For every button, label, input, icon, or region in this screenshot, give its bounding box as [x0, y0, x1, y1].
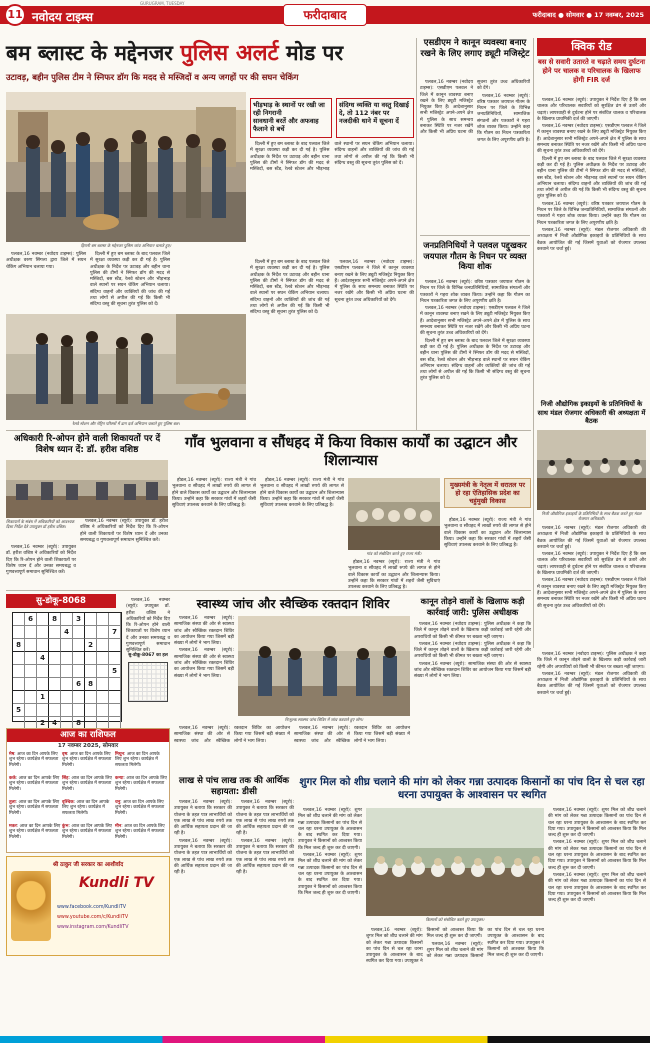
health-camp-image	[238, 616, 410, 716]
horoscope-sign-name: कुंभ	[62, 824, 69, 829]
sugar-body-right	[548, 808, 646, 1030]
horoscope-sign-name: मेष	[9, 752, 15, 757]
sugar-body-right-text-3: पलवल,16 नवम्बर (ब्यूरो): शुगर मिल को शीघ्र चलाने की मांग को लेकर गन्ना उत्पादक किसानों का पांच दिन से चल रहा धरना उपायुक्त के आश्वासन के बाद स्थगित कर दिया गया। उपायुक्त ने किसानों को आश्वस्त किया कि मिल जल्द ही शुरू कर दी जाएगी।	[548, 872, 646, 904]
sdm-body-text-2: पलवल,16 नवम्बर (ब्यूरो): वरिष्ठ पत्रकार जयपाल गौतम के निधन पर जिले के विभिन्न जनप्रतिनिधियों, सामाजिक संगठनों और पत्रकारों ने गहरा शोक व्यक्त किया। उन्होंने कहा कि गौतम का निधन पत्रकारिता जगत के लिए अपूरणीय क्षति है।	[477, 93, 530, 143]
quick-read-body-text-3: दिल्ली में हुए बम ब्लास्ट के बाद पलवल जिले में सुरक्षा व्यवस्था कड़ी कर दी गई है। पुलिस अधीक्षक के निर्देश पर उटावड़ और बहीन थाना पुलिस की टीमों ने स्निफर डॉग की मदद से मस्जिदों, बस स्टैंड, रेलवे स्टेशन और भीड़भाड़ वाले स्थानों पर सघन चेकिंग अभियान चलाया। संदिग्ध वाहनों और व्यक्तियों की जांच की गई तथा लोगों से अपील की गई कि किसी भी संदिग्ध वस्तु की सूचना तुरंत पुलिस को दें।	[537, 156, 646, 200]
horoscope-sign: कुंभ: आज का दिन आपके लिए शुभ रहेगा। कार्यक्षेत्र में सफलता मिलेगी।	[62, 824, 112, 840]
horoscope-sign-text: आज का दिन आपके लिए शुभ रहेगा। कार्यक्षेत्र में सफलता मिलेगी।	[115, 776, 167, 792]
sugar-body-left	[298, 808, 362, 1030]
lead-photo-police-checking	[6, 92, 246, 242]
sugar-headline: शुगर मिल को शीघ्र चलाने की मांग को लेकर गन्ना उत्पादक किसानों का पांच दिन से चल रहा धरना उपायुक्त के आश्वासन पर स्थगित	[299, 776, 645, 801]
horoscope-sign-text: आज का दिन आपके लिए शुभ रहेगा। कार्यक्षेत्र में सफलता मिलेगी।	[9, 824, 61, 840]
horoscope-sign: मीन: आज का दिन आपके लिए शुभ रहेगा। कार्यक्षेत्र में सफलता मिलेगी।	[115, 824, 165, 840]
sudoku-cell	[25, 626, 37, 639]
horoscope-sign-text: आज का दिन आपके लिए शुभ रहेगा। कार्यक्षेत्र में सफलता मिलेगी।	[9, 776, 60, 792]
sudoku-cell: 4	[61, 626, 73, 639]
lead-box-1	[250, 98, 332, 138]
sudoku-cell: 8	[73, 717, 85, 730]
sudoku-cell: 2	[37, 717, 49, 730]
lead-body-text: दिल्ली में हुए बम ब्लास्ट के बाद पलवल जिले में सुरक्षा व्यवस्था कड़ी कर दी गई है। पुलिस अधीक्षक के निर्देश पर उटावड़ और बहीन थाना पुलिस की टीमों ने स्निफर डॉग की मदद से मस्जिदों, बस स्टैंड, रेलवे स्टेशन और भीड़भाड़ वाले स्थानों पर सघन चेकिंग अभियान चलाया। संदिग्ध वाहनों और व्यक्तियों की जांच की गई तथा लोगों से अपील की गई कि किसी भी संदिग्ध वस्तु की सूचना तुरंत पुलिस को दें।	[250, 142, 414, 173]
health-body-left	[174, 616, 234, 724]
sudoku-cell	[85, 704, 97, 717]
janpratinidhi-body	[420, 280, 530, 428]
lead-headline-part1: बम ब्लास्ट के मद्देनजर	[6, 40, 173, 65]
sudoku-cell	[25, 691, 37, 704]
officer-photo	[6, 460, 168, 518]
sudoku-cell	[37, 665, 49, 678]
sudoku-cell	[49, 691, 61, 704]
section-tab: फरीदाबाद	[283, 4, 367, 26]
loan-body-text-2: पलवल,16 नवम्बर (ब्यूरो): उपायुक्त ने बताया कि सरकार की योजना के तहत पात्र लाभार्थियों को एक लाख से पांच लाख रुपये तक की आर्थिक सहायता प्रदान की जा रही है।	[174, 838, 232, 876]
horoscope-sign-name: सिंह	[62, 776, 69, 781]
sudoku-answer-label: सु-डोकू-8067 का हल	[128, 653, 168, 658]
lead-byline-col	[6, 252, 86, 312]
sudoku-cell	[25, 665, 37, 678]
horoscope-sign-name: वृष	[62, 752, 67, 757]
lead-body-lower	[250, 260, 414, 425]
divider-quickread	[533, 38, 534, 648]
sudoku-cell	[109, 678, 121, 691]
dateline: फरीदाबाद ● सोमवार ● 17 नवम्बर, 2025	[532, 11, 644, 19]
sudoku-cell	[61, 652, 73, 665]
quick-read-sub-headline: निजी औद्योगिक इकाइयों के प्रतिनिधियों के साथ मंडल रोजगार अधिकारी की अध्यक्षता में बैठक	[537, 400, 646, 425]
sudoku-cell	[97, 626, 109, 639]
sudoku-cell	[49, 652, 61, 665]
police-group-image	[6, 92, 246, 242]
sudoku-cell	[25, 704, 37, 717]
janpratinidhi-body-text-2: पलवल,16 नवम्बर (नवोदय टाइम्स): एसडीएम पलवल ने जिले में कानून व्यवस्था बनाए रखने के लिए ड्यूटी मजिस्ट्रेट नियुक्त किए हैं। आदेशानुसार सभी मजिस्ट्रेट अपने-अपने क्षेत्र में पुलिस के साथ समन्वय बनाकर स्थिति पर नजर रखेंगे और किसी भी अप्रिय घटना की सूचना तुरंत उच्च अधिकारियों को देंगे।	[420, 306, 530, 337]
sudoku-cell	[73, 665, 85, 678]
sudoku-cell	[61, 678, 73, 691]
sudoku-cell: 6	[73, 678, 85, 691]
quick-read-body2-text: पलवल,16 नवम्बर (ब्यूरो): मंडल रोजगार अधिकारी की अध्यक्षता में निजी औद्योगिक इकाइयों के प्रतिनिधियों के साथ बैठक आयोजित की गई जिसमें युवाओं को रोजगार उपलब्ध करवाने पर चर्चा हुई।	[537, 526, 646, 550]
lead-box-1-sub: सावधानी बरतें और अफवाह फैलाने से बचें	[253, 117, 319, 133]
lead-headline-part3: मोड पर	[285, 40, 344, 65]
health-body-left-text: पलवल,16 नवम्बर (ब्यूरो): सामाजिक संस्था की ओर से स्वास्थ्य जांच और स्वैच्छिक रक्तदान शिविर का आयोजन किया गया जिसमें बड़ी संख्या में लोगों ने भाग लिया।	[174, 616, 234, 647]
sudoku-cell	[97, 613, 109, 626]
officer-body	[80, 519, 168, 587]
janpratinidhi-headline: जनप्रतिनिधियों ने पलवल पद्दुखकर जयपाल गौतम के निधन पर व्यक्त किया शोक	[423, 240, 527, 271]
horoscope-sign-text: आज का दिन आपके लिए शुभ रहेगा। कार्यक्षेत्र में सफलता मिलेगी।	[62, 824, 112, 840]
sudoku-cell	[85, 613, 97, 626]
health-body-bottom	[174, 726, 410, 774]
horoscope-sign-text: आज का दिन आपके लिए शुभ रहेगा। कार्यक्षेत्र में सफलता मिलेगी।	[115, 824, 165, 840]
sudoku-cell: 1	[37, 691, 49, 704]
sudoku-cell	[73, 704, 85, 717]
village-caption: गांव को संबोधित करते हुए राज्य मंत्री।	[366, 551, 422, 556]
sudoku-grid	[12, 612, 122, 727]
horoscope-sign-text: आज का दिन आपके लिए शुभ रहेगा। कार्यक्षेत्र में सफलता मिलेगी।	[62, 776, 112, 792]
quick-read-body2-text-2: पलवल,16 नवम्बर (ब्यूरो): उपायुक्त ने निर्देश दिए हैं कि बस चालक और परिचालक सवारियों को सुरक्षित ढंग से उतारें और चढ़ाएं। लापरवाही से दुर्घटना होने पर संबंधित चालक व परिचालक के खिलाफ प्राथमिकी दर्ज की जाएगी।	[537, 552, 646, 577]
sdm-body	[420, 80, 530, 230]
village-event-image	[348, 478, 440, 550]
divider-mid	[6, 430, 531, 431]
sudoku-cell	[37, 704, 49, 717]
sugar-body-bottom-text: पलवल,16 नवम्बर (ब्यूरो): शुगर मिल को शीघ्र चलाने की मांग को लेकर गन्ना उत्पादक किसानों का पांच दिन से चल रहा धरना उपायुक्त के आश्वासन के बाद स्थगित कर दिया गया। उपायुक्त ने किसानों को आश्वस्त किया कि मिल जल्द ही शुरू कर दी जाएगी।	[366, 928, 484, 965]
loan-body-text-3: पलवल,16 नवम्बर (ब्यूरो): उपायुक्त ने बताया कि सरकार की योजना के तहत पात्र लाभार्थियों को एक लाख से पांच लाख रुपये तक की आर्थिक सहायता प्रदान की जा रही है।	[236, 800, 294, 837]
sugar-body-right-text: पलवल,16 नवम्बर (ब्यूरो): शुगर मिल को शीघ्र चलाने की मांग को लेकर गन्ना उत्पादक किसानों का पांच दिन से चल रहा धरना उपायुक्त के आश्वासन के बाद स्थगित कर दिया गया। उपायुक्त ने किसानों को आश्वस्त किया कि मिल जल्द ही शुरू कर दी जाएगी।	[548, 808, 646, 839]
sudoku-cell	[109, 639, 121, 652]
health-body-bottom-text: पलवल,16 नवम्बर (ब्यूरो): सामाजिक संस्था की ओर से स्वास्थ्य जांच और स्वैच्छिक रक्तदान शिविर का आयोजन किया गया जिसमें बड़ी संख्या में लोगों ने भाग लिया।	[174, 726, 290, 744]
horoscope-sign: मिथुन: आज का दिन आपके लिए शुभ रहेगा। कार्यक्षेत्र में सफलता मिलेगी।	[115, 752, 160, 768]
sudoku-cell	[49, 626, 61, 639]
quick-read-photo	[537, 430, 646, 510]
health-headline: स्वास्थ्य जांच और स्वैच्छिक रक्तदान शिविर	[196, 596, 390, 611]
sudoku-cell	[61, 691, 73, 704]
officer-body-text: पलवल,16 नवम्बर (ब्यूरो): उपायुक्त डॉ. हरीश वशिष्ठ ने अधिकारियों को निर्देश दिए कि रि-ओपन होने वाली शिकायतों पर विशेष ध्यान दें और उनका समयबद्ध व गुणवत्तापूर्ण समाधान सुनिश्चित करें।	[80, 519, 168, 543]
village-inset	[444, 478, 531, 508]
health-photo	[238, 616, 410, 716]
sudoku-cell	[25, 639, 37, 652]
horoscope-box	[6, 728, 170, 853]
quick-read-body-text-4: पलवल,16 नवम्बर (ब्यूरो): वरिष्ठ पत्रकार जयपाल गौतम के निधन पर जिले के विभिन्न जनप्रतिनिधियों, सामाजिक संगठनों और पत्रकारों ने गहरा शोक व्यक्त किया। उन्होंने कहा कि गौतम का निधन पत्रकारिता जगत के लिए अपूरणीय क्षति है।	[537, 201, 646, 226]
lead-headline	[6, 38, 414, 68]
bottom-color-bar	[0, 1036, 650, 1043]
sudoku-cell	[109, 691, 121, 704]
masthead	[0, 0, 650, 36]
lead-byline: पलवल,16 नवम्बर (नवोदय टाइम्स): पुलिस अधीक्षक वरुण सिंगला द्वारा जिले में सघन चेकिंग अभियान चलाया गया।	[6, 252, 86, 270]
horoscope-sign-name: तुला	[9, 800, 16, 805]
ad-link-youtube[interactable]: www.youtube.com/c/KundliTV	[57, 915, 129, 920]
sudoku-cell: 2	[85, 639, 97, 652]
sudoku-cell	[97, 652, 109, 665]
officer-meeting-image	[6, 460, 168, 518]
sudoku-cell	[37, 613, 49, 626]
sugar-body-left-text: पलवल,16 नवम्बर (ब्यूरो): शुगर मिल को शीघ्र चलाने की मांग को लेकर गन्ना उत्पादक किसानों का पांच दिन से चल रहा धरना उपायुक्त के आश्वासन के बाद स्थगित कर दिया गया। उपायुक्त ने किसानों को आश्वस्त किया कि मिल जल्द ही शुरू कर दी जाएगी।	[298, 808, 362, 851]
sudoku-cell	[13, 613, 25, 626]
sudoku-cell	[73, 652, 85, 665]
sudoku-cell	[61, 639, 73, 652]
horoscope-title: आज का राशिफल	[7, 729, 169, 742]
sudoku-cell	[109, 613, 121, 626]
sudoku-cell: 4	[49, 717, 61, 730]
sudoku-cell	[73, 626, 85, 639]
top-tag: GURUGRAM, TUESDAY	[140, 1, 185, 6]
quick-read-body2-text-3: पलवल,16 नवम्बर (नवोदय टाइम्स): एसडीएम पलवल ने जिले में कानून व्यवस्था बनाए रखने के लिए ड्यूटी मजिस्ट्रेट नियुक्त किए हैं। आदेशानुसार सभी मजिस्ट्रेट अपने-अपने क्षेत्र में पुलिस के साथ समन्वय बनाकर स्थिति पर नजर रखेंगे और किसी भी अप्रिय घटना की सूचना तुरंत उच्च अधिकारियों को देंगे।	[537, 578, 646, 609]
lead-box-2-sub: नजदीकी थाने में सूचना दें	[339, 117, 399, 125]
health-body-bottom-text-2: पलवल,16 नवम्बर (ब्यूरो): सामाजिक संस्था की ओर से स्वास्थ्य जांच और स्वैच्छिक रक्तदान शिविर का आयोजन किया गया जिसमें बड़ी संख्या में लोगों ने भाग लिया।	[294, 726, 410, 744]
sudoku-cell	[109, 704, 121, 717]
sugar-body-left-text-2: पलवल,16 नवम्बर (ब्यूरो): शुगर मिल को शीघ्र चलाने की मांग को लेकर गन्ना उत्पादक किसानों का पांच दिन से चल रहा धरना उपायुक्त के आश्वासन के बाद स्थगित कर दिया गया। उपायुक्त ने किसानों को आश्वस्त किया कि मिल जल्द ही शुरू कर दी जाएगी।	[298, 853, 362, 896]
sudoku-cell	[85, 665, 97, 678]
lead-body-lower-text-2: पलवल,16 नवम्बर (नवोदय टाइम्स): एसडीएम पलवल ने जिले में कानून व्यवस्था बनाए रखने के लिए ड्यूटी मजिस्ट्रेट नियुक्त किए हैं। आदेशानुसार सभी मजिस्ट्रेट अपने-अपने क्षेत्र में पुलिस के साथ समन्वय बनाकर स्थिति पर नजर रखेंगे और किसी भी अप्रिय घटना की सूचना तुरंत उच्च अधिकारियों को देंगे।	[334, 260, 414, 303]
officer-caption: शिकायतों के संबंध में अधिकारियों को आवश्यक दिशा निर्देश देते उपायुक्त डॉ हरीश वशिष्ठ।	[6, 519, 75, 529]
lead-box-2-title: संदिग्ध व्यक्ति या वस्तु दिखाई दे, तो 112 नंबर पर	[339, 101, 409, 117]
sudoku-cell	[13, 626, 25, 639]
quick-read-body-text-5: पलवल,16 नवम्बर (ब्यूरो): मंडल रोजगार अधिकारी की अध्यक्षता में निजी औद्योगिक इकाइयों के प्रतिनिधियों के साथ बैठक आयोजित की गई जिसमें युवाओं को रोजगार उपलब्ध करवाने पर चर्चा हुई।	[537, 227, 646, 252]
lead-caption-2: रेलवे स्टेशन और मेट्रिन परिसरों में डाग दर्ज अभियान चलाते हुए पुलिस बल।	[72, 421, 180, 426]
lead-photo-railway	[6, 314, 246, 420]
ad-link-instagram[interactable]: www.instagram.com/KundliTV	[57, 925, 129, 930]
sudoku-cell	[13, 665, 25, 678]
sudoku-cell	[25, 678, 37, 691]
law-body-right	[537, 652, 646, 732]
sudoku-cell	[97, 639, 109, 652]
sudoku-cell	[97, 691, 109, 704]
ad-link-facebook[interactable]: www.facebook.com/KundliTV	[57, 905, 127, 910]
sdm-headline: एसडीएम ने कानून व्यवस्था बनाए रखने के लिए लगाए ड्यूटी मजिस्ट्रेट	[420, 38, 530, 59]
sudoku-cell	[25, 652, 37, 665]
quick-read-body-2	[537, 526, 646, 648]
lead-subheadline: उटावड़, बहीन पुलिस टीम ने स्निफर डॉग कि मदद से मस्जिदों व अन्य जगहों पर की सघन चेकिंग	[6, 72, 299, 82]
village-body-text: होडल,16 नवम्बर (ब्यूरो): राज्य मंत्री ने गांव भुलवाना व सौंधहद में लाखों रुपये की लागत से होने वाले विकास कार्यों का उद्घाटन और शिलान्यास किया। उन्होंने कहा कि सरकार गांवों में शहरों जैसी सुविधाएं उपलब्ध करवाने के लिए प्रतिबद्ध है।	[172, 478, 256, 509]
horoscope-sign: कर्क: आज का दिन आपके लिए शुभ रहेगा। कार्यक्षेत्र में सफलता मिलेगी।	[9, 776, 60, 792]
meeting-image	[537, 430, 646, 510]
horoscope-grid	[7, 750, 169, 849]
law-headline: कानून तोड़ने वालों के खिलाफ कड़ी कार्रवाई जारी: पुलिस अधीक्षक	[420, 596, 525, 617]
sudoku-cell	[13, 691, 25, 704]
horoscope-sign: वृष: आज का दिन आपके लिए शुभ रहेगा। कार्यक्षेत्र में सफलता मिलेगी।	[62, 752, 112, 768]
horoscope-sign-text: आज का दिन आपके लिए शुभ रहेगा। कार्यक्षेत्र में सफलता मिलेगी।	[62, 800, 110, 816]
sudoku-header: सु-डोकू-8068	[6, 594, 116, 608]
sudoku-cell	[97, 704, 109, 717]
sudoku-cell	[61, 665, 73, 678]
law-body-text-2: पलवल,16 नवम्बर (नवोदय टाइम्स): पुलिस अधीक्षक ने कहा कि जिले में कानून तोड़ने वालों के खिलाफ कड़ी कार्रवाई जारी रहेगी और अपराधियों को किसी भी कीमत पर बख्शा नहीं जाएगा।	[414, 641, 531, 660]
quick-read-body-text-2: पलवल,16 नवम्बर (नवोदय टाइम्स): एसडीएम पलवल ने जिले में कानून व्यवस्था बनाए रखने के लिए ड्यूटी मजिस्ट्रेट नियुक्त किए हैं। आदेशानुसार सभी मजिस्ट्रेट अपने-अपने क्षेत्र में पुलिस के साथ समन्वय बनाकर स्थिति पर नजर रखेंगे और किसी भी अप्रिय घटना की सूचना तुरंत उच्च अधिकारियों को देंगे।	[537, 124, 646, 155]
horoscope-sign-name: वृश्चिक	[62, 800, 74, 805]
law-body-text: पलवल,16 नवम्बर (नवोदय टाइम्स): पुलिस अधीक्षक ने कहा कि जिले में कानून तोड़ने वालों के खिलाफ कड़ी कार्रवाई जारी रहेगी और अपराधियों को किसी भी कीमत पर बख्शा नहीं जाएगा।	[414, 622, 531, 640]
sudoku-cell	[85, 691, 97, 704]
sudoku-instructions-text: पलवल,16 नवम्बर (ब्यूरो): उपायुक्त डॉ. हरीश वशिष्ठ ने अधिकारियों को निर्देश दिए कि रि-ओपन होने वाली शिकायतों पर विशेष ध्यान दें और उनका समयबद्ध व गुणवत्तापूर्ण समाधान सुनिश्चित करें।	[126, 598, 170, 654]
horoscope-sign-name: कन्या	[115, 776, 124, 781]
sudoku-cell	[37, 639, 49, 652]
sudoku-cell	[85, 626, 97, 639]
sudoku-cell: 8	[85, 678, 97, 691]
law-body-text-3: पलवल,16 नवम्बर (ब्यूरो): सामाजिक संस्था की ओर से स्वास्थ्य जांच और स्वैच्छिक रक्तदान शिविर का आयोजन किया गया जिसमें बड़ी संख्या में लोगों ने भाग लिया।	[414, 661, 531, 680]
sudoku-cell	[49, 704, 61, 717]
farmers-dharna-image	[366, 808, 544, 916]
sudoku-cell: 4	[37, 652, 49, 665]
horoscope-sign-text: आज का दिन आपके लिए शुभ रहेगा। कार्यक्षेत्र में सफलता मिलेगी।	[9, 752, 59, 768]
sudoku-answer-grid	[128, 662, 168, 702]
village-body-right	[444, 518, 531, 586]
kundli-ad	[6, 856, 170, 956]
lead-body-cont: दिल्ली में हुए बम ब्लास्ट के बाद पलवल जिले में सुरक्षा व्यवस्था कड़ी कर दी गई है। पुलिस अधीक्षक के निर्देश पर उटावड़ और बहीन थाना पुलिस की टीमों ने स्निफर डॉग की मदद से मस्जिदों, बस स्टैंड, रेलवे स्टेशन और भीड़भाड़ वाले स्थानों पर सघन चेकिंग अभियान चलाया। संदिग्ध वाहनों और व्यक्तियों की जांच की गई तथा लोगों से अपील की गई कि किसी भी संदिग्ध वस्तु की सूचना तुरंत पुलिस को दें।	[90, 252, 170, 308]
quick-read-body	[537, 98, 646, 396]
lead-caption-1: हिरानी बम ब्लास्ट के मद्देनजर पुलिस जांच अभियान चलाते हुए।	[80, 243, 172, 248]
horoscope-sign: मेष: आज का दिन आपके लिए शुभ रहेगा। कार्यक्षेत्र में सफलता मिलेगी।	[9, 752, 59, 768]
village-body	[172, 478, 344, 586]
law-body-right-text-2: पलवल,16 नवम्बर (ब्यूरो): मंडल रोजगार अधिकारी की अध्यक्षता में निजी औद्योगिक इकाइयों के प्रतिनिधियों के साथ बैठक आयोजित की गई जिसमें युवाओं को रोजगार उपलब्ध करवाने पर चर्चा हुई।	[537, 671, 646, 696]
sudoku-cell: 5	[13, 704, 25, 717]
village-photo	[348, 478, 440, 550]
sudoku-instructions	[126, 598, 170, 654]
loan-headline: लाख से पांच लाख तक की आर्थिक सहायता: डीसी	[179, 776, 289, 797]
lead-body-right	[250, 142, 414, 257]
quick-read-caption: निजी औद्योगिक इकाइयों के प्रतिनिधियों के साथ बैठक करते हुए मंडल रोजगार अधिकारी।	[541, 511, 642, 521]
sudoku-cell: 5	[109, 665, 121, 678]
janpratinidhi-body-text-3: दिल्ली में हुए बम ब्लास्ट के बाद पलवल जिले में सुरक्षा व्यवस्था कड़ी कर दी गई है। पुलिस अधीक्षक के निर्देश पर उटावड़ और बहीन थाना पुलिस की टीमों ने स्निफर डॉग की मदद से मस्जिदों, बस स्टैंड, रेलवे स्टेशन और भीड़भाड़ वाले स्थानों पर सघन चेकिंग अभियान चलाया। संदिग्ध वाहनों और व्यक्तियों की जांच की गई तथा लोगों से अपील की गई कि किसी भी संदिग्ध वस्तु की सूचना तुरंत पुलिस को दें।	[420, 338, 530, 382]
sudoku-cell	[37, 626, 49, 639]
janpratinidhi-body-text: पलवल,16 नवम्बर (ब्यूरो): वरिष्ठ पत्रकार जयपाल गौतम के निधन पर जिले के विभिन्न जनप्रतिनिधियों, सामाजिक संगठनों और पत्रकारों ने गहरा शोक व्यक्त किया। उन्होंने कहा कि गौतम का निधन पत्रकारिता जगत के लिए अपूरणीय क्षति है।	[420, 280, 530, 304]
paper-name: नवोदय टाइम्स	[32, 10, 94, 24]
ad-top-text: श्री ठाकुर जी सरकार का आशीर्वाद	[52, 862, 124, 868]
quick-read-headline: बस से सवारी उतारते व चढ़ाते समय दुर्घटना होने पर चालक व परिचालक के खिलाफ होगी FIR दर्ज	[537, 58, 646, 84]
sudoku-cell	[109, 652, 121, 665]
lead-body-col2	[90, 252, 170, 312]
sudoku-cell	[13, 678, 25, 691]
quick-read-body-text: पलवल,16 नवम्बर (ब्यूरो): उपायुक्त ने निर्देश दिए हैं कि बस चालक और परिचालक सवारियों को सुरक्षित ढंग से उतारें और चढ़ाएं। लापरवाही से दुर्घटना होने पर संबंधित चालक व परिचालक के खिलाफ प्राथमिकी दर्ज की जाएगी।	[537, 98, 646, 122]
divider-sdm	[420, 235, 530, 236]
sudoku-cell	[85, 652, 97, 665]
village-body-text-2: होडल,16 नवम्बर (ब्यूरो): राज्य मंत्री ने गांव भुलवाना व सौंधहद में लाखों रुपये की लागत से होने वाले विकास कार्यों का उद्घाटन और शिलान्यास किया। उन्होंने कहा कि सरकार गांवों में शहरों जैसी सुविधाएं उपलब्ध करवाने के लिए प्रतिबद्ध है।	[260, 478, 344, 509]
horoscope-sign-text: आज का दिन आपके लिए शुभ रहेगा। कार्यक्षेत्र में सफलता मिलेगी।	[115, 800, 165, 816]
sugar-photo	[366, 808, 544, 916]
divider-lead-right	[416, 38, 417, 430]
sdm-body-text: पलवल,16 नवम्बर (नवोदय टाइम्स): एसडीएम पलवल ने जिले में कानून व्यवस्था बनाए रखने के लिए ड्यूटी मजिस्ट्रेट नियुक्त किए हैं। आदेशानुसार सभी मजिस्ट्रेट अपने-अपने क्षेत्र में पुलिस के साथ समन्वय बनाकर स्थिति पर नजर रखेंगे और किसी भी अप्रिय घटना की सूचना तुरंत उच्च अधिकारियों को देंगे।	[420, 80, 530, 136]
loan-body	[174, 800, 294, 1030]
officer-body-text-2: पलवल,16 नवम्बर (ब्यूरो): उपायुक्त डॉ. हरीश वशिष्ठ ने अधिकारियों को निर्देश दिए कि रि-ओपन होने वाली शिकायतों पर विशेष ध्यान दें और उनका समयबद्ध व गुणवत्तापूर्ण समाधान सुनिश्चित करें।	[6, 545, 76, 576]
sudoku-cell	[37, 678, 49, 691]
loan-body-text: पलवल,16 नवम्बर (ब्यूरो): उपायुक्त ने बताया कि सरकार की योजना के तहत पात्र लाभार्थियों को एक लाख से पांच लाख रुपये तक की आर्थिक सहायता प्रदान की जा रही है।	[174, 800, 232, 837]
lead-headline-part2: पुलिस अलर्ट	[180, 40, 279, 66]
page-number-badge: 11	[4, 4, 26, 26]
sudoku-cell: 3	[73, 613, 85, 626]
sudoku-cell	[61, 613, 73, 626]
law-body-right-text: पलवल,16 नवम्बर (नवोदय टाइम्स): पुलिस अधीक्षक ने कहा कि जिले में कानून तोड़ने वालों के खिलाफ कड़ी कार्रवाई जारी रहेगी और अपराधियों को किसी भी कीमत पर बख्शा नहीं जाएगा।	[537, 652, 646, 670]
horoscope-sign: धनु: आज का दिन आपके लिए शुभ रहेगा। कार्यक्षेत्र में सफलता मिलेगी।	[115, 800, 165, 816]
horoscope-sign: वृश्चिक: आज का दिन आपके लिए शुभ रहेगा। कार्यक्षेत्र में सफलता मिलेगी।	[62, 800, 110, 816]
sugar-body-right-text-2: पलवल,16 नवम्बर (ब्यूरो): शुगर मिल को शीघ्र चलाने की मांग को लेकर गन्ना उत्पादक किसानों का पांच दिन से चल रहा धरना उपायुक्त के आश्वासन के बाद स्थगित कर दिया गया। उपायुक्त ने किसानों को आश्वस्त किया कि मिल जल्द ही शुरू कर दी जाएगी।	[548, 840, 646, 871]
divider-lower	[6, 590, 531, 591]
ad-brand: Kundli TV	[79, 875, 154, 891]
officer-headline: अधिकारी रि-ओपन होने वाली शिकायतों पर दें विशेष ध्यान दें: डॉ. हरीश वशिष्ठ	[13, 434, 161, 455]
law-body	[414, 622, 531, 730]
horoscope-sign-name: धनु	[115, 800, 121, 805]
sudoku-cell: 7	[109, 626, 121, 639]
village-inset-title: मुख्यमंत्री के नेतृत्व में धरातल पर हो रहा ऐतिहासिक प्रदेश का चहुंमुखी विकास	[450, 481, 525, 505]
officer-body-2	[6, 545, 76, 587]
horoscope-sign-name: कर्क	[9, 776, 16, 781]
sudoku-cell	[49, 639, 61, 652]
sugar-caption: किसानों को संबोधित करते हुए उपायुक्त।	[425, 917, 485, 922]
loan-body-text-4: पलवल,16 नवम्बर (ब्यूरो): उपायुक्त ने बताया कि सरकार की योजना के तहत पात्र लाभार्थियों को एक लाख से पांच लाख रुपये तक की आर्थिक सहायता प्रदान की जा रही है।	[236, 838, 294, 876]
sudoku-cell	[61, 704, 73, 717]
sudoku-cell	[97, 678, 109, 691]
horoscope-subtitle: 17 नवम्बर 2025, सोमवार	[57, 743, 119, 749]
health-body-left-text-2: पलवल,16 नवम्बर (ब्यूरो): सामाजिक संस्था की ओर से स्वास्थ्य जांच और स्वैच्छिक रक्तदान शिविर का आयोजन किया गया जिसमें बड़ी संख्या में लोगों ने भाग लिया।	[174, 648, 234, 679]
horoscope-sign-text: आज का दिन आपके लिए शुभ रहेगा। कार्यक्षेत्र में सफलता मिलेगी।	[115, 752, 160, 768]
sudoku-cell	[73, 691, 85, 704]
sudoku-cell	[97, 665, 109, 678]
horoscope-sign-text: आज का दिन आपके लिए शुभ रहेगा। कार्यक्षेत्र में सफलता मिलेगी।	[62, 752, 112, 768]
sudoku-cell	[49, 678, 61, 691]
horoscope-sign: सिंह: आज का दिन आपके लिए शुभ रहेगा। कार्यक्षेत्र में सफलता मिलेगी।	[62, 776, 112, 792]
sudoku-cell: 8	[49, 613, 61, 626]
sugar-body-bottom-text-2: पलवल,16 नवम्बर (ब्यूरो): शुगर मिल को शीघ्र चलाने की मांग को लेकर गन्ना उत्पादक किसानों का पांच दिन से चल रहा धरना उपायुक्त के आश्वासन के बाद स्थगित कर दिया गया। उपायुक्त ने किसानों को आश्वस्त किया कि मिल जल्द ही शुरू कर दी जाएगी।	[426, 928, 544, 960]
sugar-body-bottom	[366, 928, 544, 1030]
sudoku-cell	[73, 639, 85, 652]
village-body-bottom	[348, 560, 440, 591]
horoscope-sign-name: मीन	[115, 824, 122, 829]
horoscope-sign: तुला: आज का दिन आपके लिए शुभ रहेगा। कार्यक्षेत्र में सफलता मिलेगी।	[9, 800, 60, 816]
railway-checking-image	[6, 314, 246, 420]
quick-read-header: क्विक रीड	[537, 38, 646, 56]
lead-box-1-title: भीड़भाड़ के स्थानों पर रखी जा रही निगरानी	[253, 101, 325, 117]
horoscope-sign: कन्या: आज का दिन आपके लिए शुभ रहेगा। कार्यक्षेत्र में सफलता मिलेगी।	[115, 776, 167, 792]
sudoku-cell	[49, 665, 61, 678]
village-body-right-text: होडल,16 नवम्बर (ब्यूरो): राज्य मंत्री ने गांव भुलवाना व सौंधहद में लाखों रुपये की लागत से होने वाले विकास कार्यों का उद्घाटन और शिलान्यास किया। उन्होंने कहा कि सरकार गांवों में शहरों जैसी सुविधाएं उपलब्ध करवाने के लिए प्रतिबद्ध है।	[444, 518, 531, 549]
health-caption: निःशुल्क स्वास्थ्य जांच शिविर में जांच करवाते हुए लोग।	[284, 717, 364, 722]
sudoku-cell: 6	[25, 613, 37, 626]
lead-body-lower-text: दिल्ली में हुए बम ब्लास्ट के बाद पलवल जिले में सुरक्षा व्यवस्था कड़ी कर दी गई है। पुलिस अधीक्षक के निर्देश पर उटावड़ और बहीन थाना पुलिस की टीमों ने स्निफर डॉग की मदद से मस्जिदों, बस स्टैंड, रेलवे स्टेशन और भीड़भाड़ वाले स्थानों पर सघन चेकिंग अभियान चलाया। संदिग्ध वाहनों और व्यक्तियों की जांच की गई तथा लोगों से अपील की गई कि किसी भी संदिग्ध वस्तु की सूचना तुरंत पुलिस को दें।	[250, 260, 330, 316]
horoscope-sign-name: मकर	[9, 824, 17, 829]
ad-deity-image	[11, 871, 51, 941]
village-body-bottom-text: होडल,16 नवम्बर (ब्यूरो): राज्य मंत्री ने गांव भुलवाना व सौंधहद में लाखों रुपये की लागत से होने वाले विकास कार्यों का उद्घाटन और शिलान्यास किया। उन्होंने कहा कि सरकार गांवों में शहरों जैसी सुविधाएं उपलब्ध करवाने के लिए प्रतिबद्ध है।	[348, 560, 440, 591]
lead-box-2	[336, 98, 414, 138]
sudoku-cell	[13, 652, 25, 665]
village-headline: गाँव भुलवाना व सौंधहद में किया विकास कार्यों का उद्घाटन और शिलान्यास	[184, 434, 518, 469]
horoscope-sign: मकर: आज का दिन आपके लिए शुभ रहेगा। कार्यक्षेत्र में सफलता मिलेगी।	[9, 824, 61, 840]
horoscope-sign-text: आज का दिन आपके लिए शुभ रहेगा। कार्यक्षेत्र में सफलता मिलेगी।	[9, 800, 60, 816]
horoscope-sign-name: मिथुन	[115, 752, 125, 757]
sudoku-cell: 8	[13, 639, 25, 652]
